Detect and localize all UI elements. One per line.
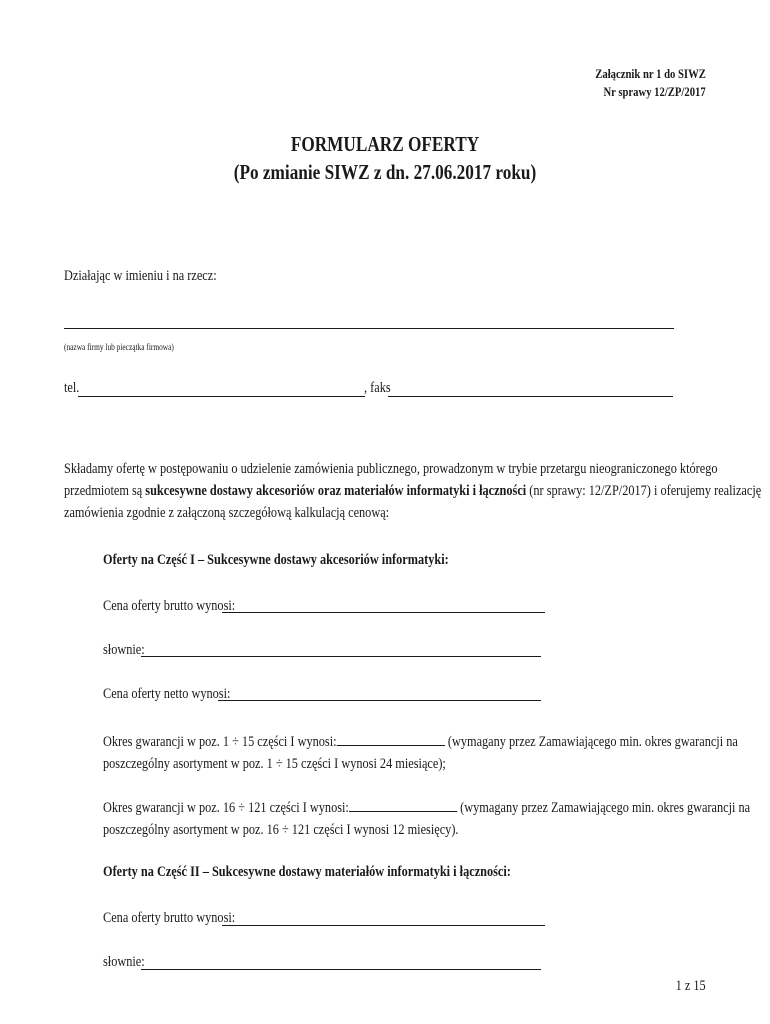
part1-warranty2: [103, 797, 751, 841]
part1-warranty2-label: Okres gwarancji w poz. 16 ÷ 121 części I wynosi:: [103, 800, 349, 816]
intro-subject: sukcesywne dostawy akcesoriów oraz materiałów informatyki i łączności: [145, 483, 527, 499]
acting-label: Działając w imieniu i na rzecz:: [64, 268, 217, 284]
case-number: Nr sprawy 12/ZP/2017: [603, 84, 706, 99]
part1-net-label: Cena oferty netto wynosi:: [103, 686, 231, 702]
intro-line-2-pre: przedmiotem są: [64, 483, 146, 499]
part1-warranty1-line1: [103, 731, 738, 753]
part1-warranty1-line2: poszczególny asortyment w poz. 1 ÷ 15 części I wynosi 24 miesiące);: [103, 756, 446, 772]
part1-warranty1-label: Okres gwarancji w poz. 1 ÷ 15 części I wynosi:: [103, 734, 337, 750]
part1-warranty2-blank[interactable]: [349, 797, 457, 812]
fax-label: , faks: [364, 380, 391, 396]
part1-words-label: słownie:: [103, 642, 145, 658]
part1-warranty2-line2: poszczególny asortyment w poz. 16 ÷ 121 części I wynosi 12 miesięcy).: [103, 822, 459, 838]
part1-gross-line[interactable]: [222, 612, 545, 613]
firm-name-caption: (nazwa firmy lub pieczątka firmowa): [64, 342, 174, 352]
tel-line[interactable]: [78, 396, 365, 397]
attachment-label: Załącznik nr 1 do SIWZ: [595, 66, 706, 81]
part2-words-label: słownie:: [103, 954, 145, 970]
part1-gross-label: Cena oferty brutto wynosi:: [103, 598, 236, 614]
intro-paragraph: [64, 458, 762, 524]
form-title: FORMULARZ OFERTY: [290, 132, 480, 156]
part1-heading: Oferty na Część I – Sukcesywne dostawy akcesoriów informatyki:: [103, 552, 449, 568]
tel-label: tel.: [64, 380, 80, 396]
intro-line-3: zamówienia zgodnie z załączoną szczegółową kalkulacją cenową:: [64, 505, 390, 521]
part2-heading: Oferty na Część II – Sukcesywne dostawy materiałów informatyki i łączności:: [103, 864, 511, 880]
part1-warranty1-note: (wymagany przez Zamawiającego min. okres gwarancji na: [444, 734, 738, 750]
part1-warranty1-blank[interactable]: [337, 731, 445, 746]
part2-gross-line[interactable]: [222, 925, 545, 926]
part2-words-line[interactable]: [141, 969, 541, 970]
part1-net-line[interactable]: [218, 700, 541, 701]
intro-line-2-post: (nr sprawy: 12/ZP/2017) i oferujemy realizację: [526, 483, 762, 499]
intro-line-2: [64, 480, 762, 502]
form-subtitle: (Po zmianie SIWZ z dn. 27.06.2017 roku): [233, 160, 537, 184]
part1-words-line[interactable]: [141, 656, 541, 657]
firm-name-line[interactable]: [64, 328, 674, 329]
page-number: 1 z 15: [675, 978, 706, 994]
part2-gross-label: Cena oferty brutto wynosi:: [103, 910, 236, 926]
part1-warranty2-note: (wymagany przez Zamawiającego min. okres gwarancji na: [457, 800, 751, 816]
fax-line[interactable]: [388, 396, 673, 397]
part1-warranty2-line1: [103, 797, 751, 819]
part1-warranty1: [103, 731, 738, 775]
intro-line-1: Składamy ofertę w postępowaniu o udzielenie zamówienia publicznego, prowadzonym w trybie przetargu nieograniczonego którego: [64, 461, 718, 477]
